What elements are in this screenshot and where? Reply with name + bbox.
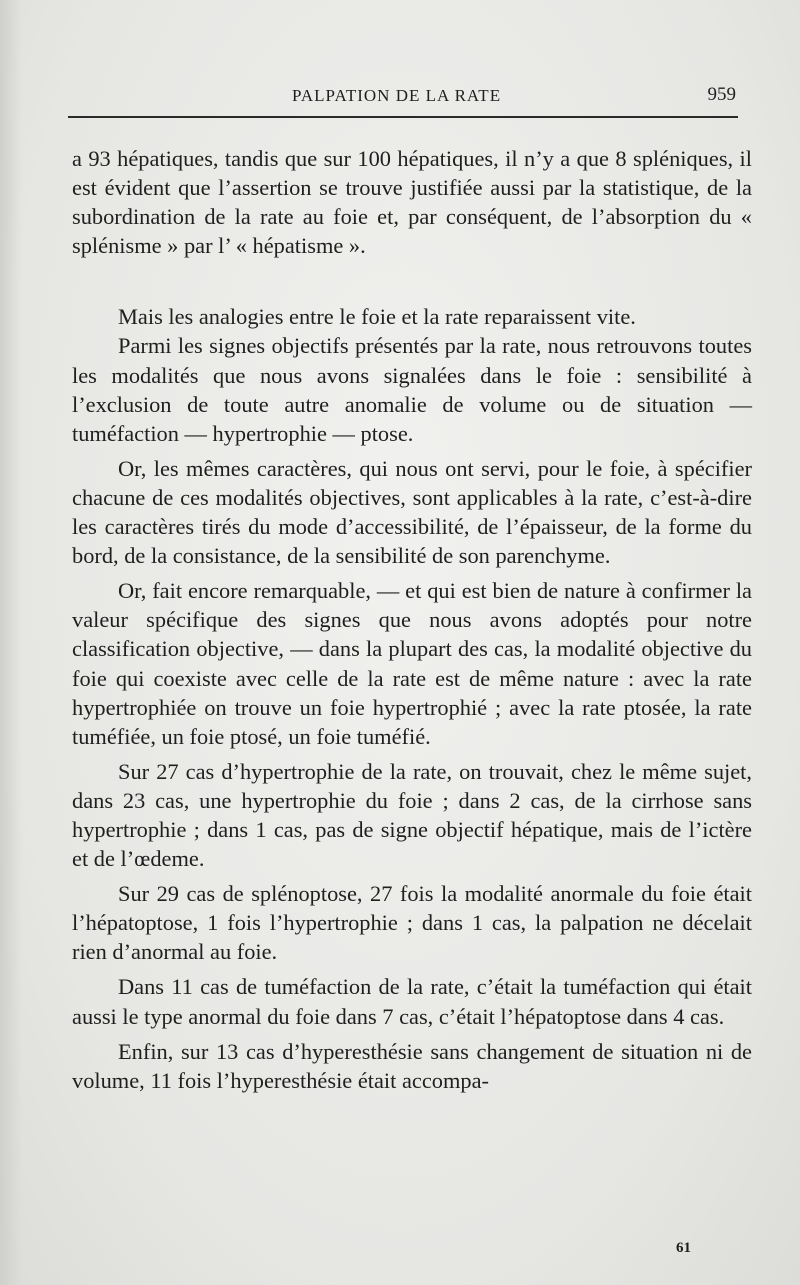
paragraph: Parmi les signes objectifs présentés par la rate, nous retrouvons toutes les modalités que nous avons signalées dans le foie : sensibilité à l’exclusion de toute autre anomalie de volume ou de situation — tuméfaction — hypertrophie — ptose.: [72, 333, 752, 446]
paragraph: Sur 27 cas d’hypertrophie de la rate, on trouvait, chez le même sujet, dans 23 cas, une hypertrophie du foie ; dans 2 cas, de la cirrhose sans hypertrophie ; dans 1 cas, pas de signe objectif hépatique, mais de l’ictère et de l’œdeme.: [72, 758, 752, 872]
paragraph: Mais les analogies entre le foie et la rate reparaissent vite.: [118, 304, 636, 330]
page-edge-shadow: [0, 0, 22, 1285]
page-number: 959: [707, 84, 736, 105]
printer-signature-mark: 61: [676, 1240, 691, 1256]
paragraph: Dans 11 cas de tuméfaction de la rate, c’était la tuméfaction qui était aussi le type anormal du foie dans 7 cas, c’était l’hépatoptose dans 4 cas.: [72, 974, 752, 1029]
paragraph: Or, les mêmes caractères, qui nous ont servi, pour le foie, à spécifier chacune de ces modalités objectives, sont applicables à la rate, c’est-à-dire les caractères tirés du mode d’accessibilité, de l’épaisseur, de la forme du bord, de la consistance, de la sensibilité de son parenchyme.: [72, 455, 752, 569]
paragraph-continuation: a 93 hépatiques, tandis que sur 100 hépatiques, il n’y a que 8 spléniques, il est évident que l’assertion se trouve justifiée aussi par la statistique, de la subordination de la rate au foie et, par conséquent, de l’absorption du « splénisme » par l’ « hépatisme ».: [72, 146, 752, 259]
running-head: [70, 86, 738, 110]
body-text: [72, 144, 752, 1101]
paragraph: Sur 29 cas de splénoptose, 27 fois la modalité anormale du foie était l’hépatoptose, 1 fois l’hypertrophie ; dans 1 cas, la palpation ne décelait rien d’anormal au foie.: [72, 881, 752, 965]
paragraph: Enfin, sur 13 cas d’hyperesthésie sans changement de situation ni de volume, 11 fois l’hyperesthésie était accompa-: [72, 1038, 752, 1093]
paragraph-gap: [72, 266, 752, 302]
running-head-title: PALPATION DE LA RATE: [292, 86, 502, 105]
paragraph: Or, fait encore remarquable, — et qui est bien de nature à confirmer la valeur spécifique des signes que nous avons adoptés pour notre classification objective, — dans la plupart des cas, la modalité objective du foie qui coexiste avec celle de la rate est de même nature : avec la rate hypertrophiée on trouve un foie hypertrophié ; avec la rate ptosée, la rate tuméfiée, un foie ptosé, un foie tuméfié.: [72, 578, 752, 749]
header-rule: [68, 116, 738, 118]
